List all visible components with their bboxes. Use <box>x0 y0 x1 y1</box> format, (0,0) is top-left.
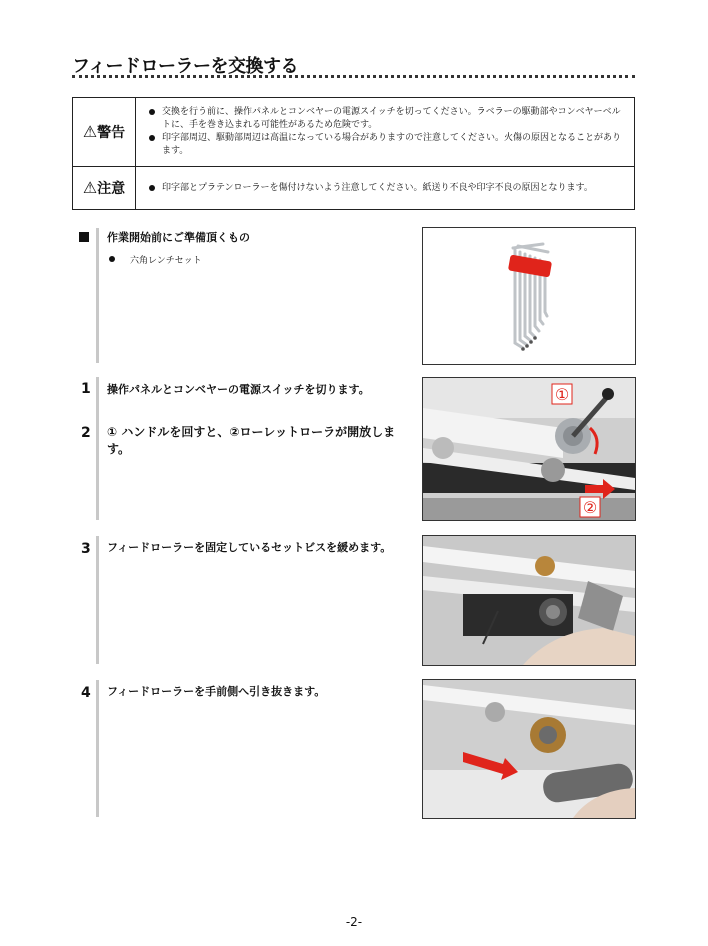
warning-triangle-icon: ⚠ <box>82 122 98 141</box>
section-marker-icon <box>79 232 89 242</box>
warning-item: 交換を行う前に、操作パネルとコンベヤーの電源スイッチを切ってください。ラベラーの駆動部やコンベヤーベルトに、手を巻き込まれる可能性があるため危険です。 <box>148 106 626 132</box>
section-bar <box>96 228 99 363</box>
callout-2: ② <box>582 498 598 517</box>
caution-triangle-icon: ⚠ <box>82 178 98 197</box>
pull-out-roller-photo <box>422 679 636 819</box>
set-screw-photo <box>422 535 636 666</box>
callout-1: ① <box>554 385 570 404</box>
step-number: 4 <box>81 685 91 701</box>
page-title: フィードローラーを交換する <box>72 56 299 77</box>
hex-wrench-photo <box>422 227 636 365</box>
step-bar <box>96 536 99 664</box>
warning-body <box>136 98 635 167</box>
warning-item: 印字部周辺、駆動部周辺は高温になっている場合がありますので注意してください。火傷の原因となることがあります。 <box>148 132 626 158</box>
caution-row <box>73 167 635 210</box>
warning-row <box>73 98 635 167</box>
caution-body <box>136 167 635 210</box>
caution-label-cell <box>73 167 136 210</box>
bullet-icon <box>109 256 115 262</box>
step-bar <box>96 377 99 520</box>
step-number: 1 <box>81 381 91 397</box>
step-number: 3 <box>81 541 91 557</box>
step-text: ① ハンドルを回すと、②ローレットローラが開放します。 <box>107 425 396 456</box>
step-bar <box>96 680 99 817</box>
preparation-item: 六角レンチセット <box>130 256 202 266</box>
page-number: -2- <box>345 915 363 929</box>
step-text: 操作パネルとコンベヤーの電源スイッチを切ります。 <box>107 383 370 396</box>
step-text: フィードローラーを手前側へ引き抜きます。 <box>107 685 326 698</box>
safety-notice-table <box>72 97 635 210</box>
preparation-title: 作業開始前にご準備頂くもの <box>107 231 250 244</box>
step-text: フィードローラーを固定しているセットビスを緩めます。 <box>107 541 392 554</box>
warning-label-cell <box>73 98 136 167</box>
caution-item: 印字部とプラテンローラーを傷付けないよう注意してください。紙送り不良や印字不良の原因となります。 <box>148 182 626 195</box>
caution-label: 注意 <box>97 181 126 197</box>
warning-label: 警告 <box>97 125 126 141</box>
handle-roller-photo <box>422 377 636 521</box>
title-divider <box>72 75 635 78</box>
step-number: 2 <box>81 425 91 441</box>
